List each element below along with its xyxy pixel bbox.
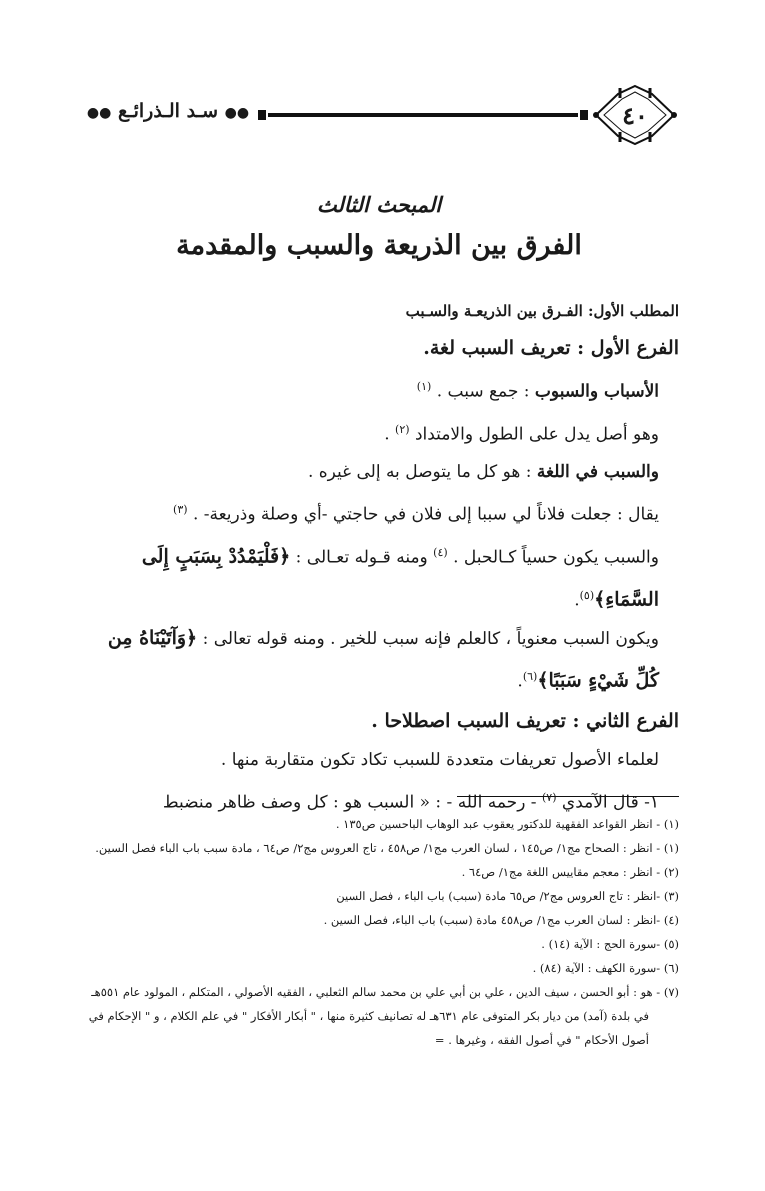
footnote-ref: (٤)	[433, 545, 448, 559]
dots-right: ●●	[224, 105, 250, 121]
running-title-block	[80, 100, 256, 122]
term-asbab: الأسباب والسبوب	[534, 381, 659, 402]
dots-left: ●●	[86, 105, 112, 121]
footnote: (٥) -سورة الحج : الآية (١٤) .	[541, 937, 679, 951]
footnote-ref: (٧)	[541, 790, 557, 804]
paragraph-3	[79, 453, 679, 491]
footnotes	[79, 812, 679, 1052]
p2-end: .	[384, 424, 390, 445]
paragraph-7	[79, 741, 679, 779]
p7-text: لعلماء الأصول تعريفات متعددة للسبب تكاد تكون متقاربة منها .	[220, 749, 659, 770]
footnote: (١) - انظر : الصحاح مج١/ ص١٤٥ ، لسان العرب مج١/ ص٤٥٨ ، تاج العروس مج٢/ ص٦٤ ، مادة سبب باب الباء فصل السين.	[95, 841, 679, 855]
p8-text2: - رحمه الله - : « السبب هو : كل وصف ظاهر منضبط	[162, 792, 537, 813]
page-header	[80, 82, 680, 148]
p8-text: ١- قال الآمدي	[561, 792, 659, 813]
paragraph-4	[79, 491, 679, 534]
p1-text: : جمع سبب .	[436, 381, 530, 402]
footnote-divider	[457, 796, 679, 797]
footnote-ref: (١)	[416, 380, 432, 393]
footnote: (٣) -انظر : تاج العروس مج٢/ ص٦٥ مادة (سبب) باب الباء ، فصل السين	[336, 889, 679, 903]
quran-verse: ﴿وَآتَيْنَاهُ مِن كُلِّ شَيْءٍ سَبَبًا﴾	[107, 627, 659, 692]
paragraph-5	[79, 534, 679, 619]
footnote: (٦) -سورة الكهف : الآية (٨٤) .	[532, 961, 679, 975]
page-number: ٤٠	[622, 100, 648, 130]
main-text	[79, 192, 679, 822]
p6-text: ويكون السبب معنوياً ، كالعلم فإنه سبب للخير . ومنه قوله تعالى :	[202, 629, 659, 650]
section-heading: المطلب الأول: الفـرق بين الذريعـة والسـبب	[405, 302, 679, 320]
page-number-badge	[590, 82, 680, 148]
paragraph-1	[79, 368, 679, 411]
p5-text: والسبب يكون حسياً كـالحبل .	[453, 547, 659, 568]
footnote-ref: (٣)	[173, 503, 188, 517]
subsection-heading-1: الفرع الأول : تعريف السبب لغة.	[423, 337, 679, 359]
p6-end: .	[517, 671, 523, 692]
paragraph-6	[79, 619, 679, 701]
p5-text2: ومنه قـوله تعـالى :	[295, 547, 428, 568]
p3-text: : هو كل ما يتوصل به إلى غيره .	[307, 462, 532, 483]
footnote: (٧) - هو : أبو الحسن ، سيف الدين ، علي بن أبي علي بن محمد سالم الثعلبي ، الفقيه الأصولي ، المتكلم ، المولود عام ٥٥١هـ في بلدة (آمد) من ديار بكر المتوفى عام ٦٣١هـ له تصانيف كثيرة منها ، " أبكار الأفكار " في علم الكلام ، و " الإحكام في أصول الأحكام " في أصول الفقه ، وغيرها . =	[88, 985, 679, 1047]
footnote-ref: (٦)	[522, 670, 538, 684]
footnote: (١) - انظر القواعد الفقهية للدكتور يعقوب عبد الوهاب الباحسين ص١٣٥ .	[335, 817, 679, 831]
p5-end: .	[574, 590, 580, 611]
paragraph-2	[79, 411, 679, 454]
p2-text: وهو أصل يدل على الطول والامتداد	[414, 424, 659, 445]
term-sabab-lugha: والسبب في اللغة	[536, 462, 659, 483]
subsection-heading-2: الفرع الثاني : تعريف السبب اصطلاحا .	[371, 709, 679, 732]
running-title: سـد الـذرائـع	[117, 100, 219, 122]
footnote-ref: (٢)	[395, 422, 410, 436]
quran-verse: ﴿فَلْيَمْدُدْ بِسَبَبٍ إِلَى السَّمَاءِ﴾	[141, 545, 659, 611]
footnote: (٤) -انظر : لسان العرب مج١/ ص٤٥٨ مادة (سبب) باب الباء، فصل السين .	[323, 913, 679, 927]
p4-text: يقال : جعلت فلاناً لي سببا إلى فلان في حاجتي -أي وصلة وذريعة- .	[192, 504, 659, 525]
chapter-title: الفرق بين الذريعة والسبب والمقدمة	[176, 230, 582, 261]
footnote: (٢) - انظر : معجم مقاييس اللغة مج١/ ص٦٤ .	[461, 865, 679, 879]
chapter-subtitle: المبحث الثالث	[316, 192, 442, 217]
footnote-ref: (٥)	[579, 588, 595, 602]
header-rule	[258, 112, 588, 118]
